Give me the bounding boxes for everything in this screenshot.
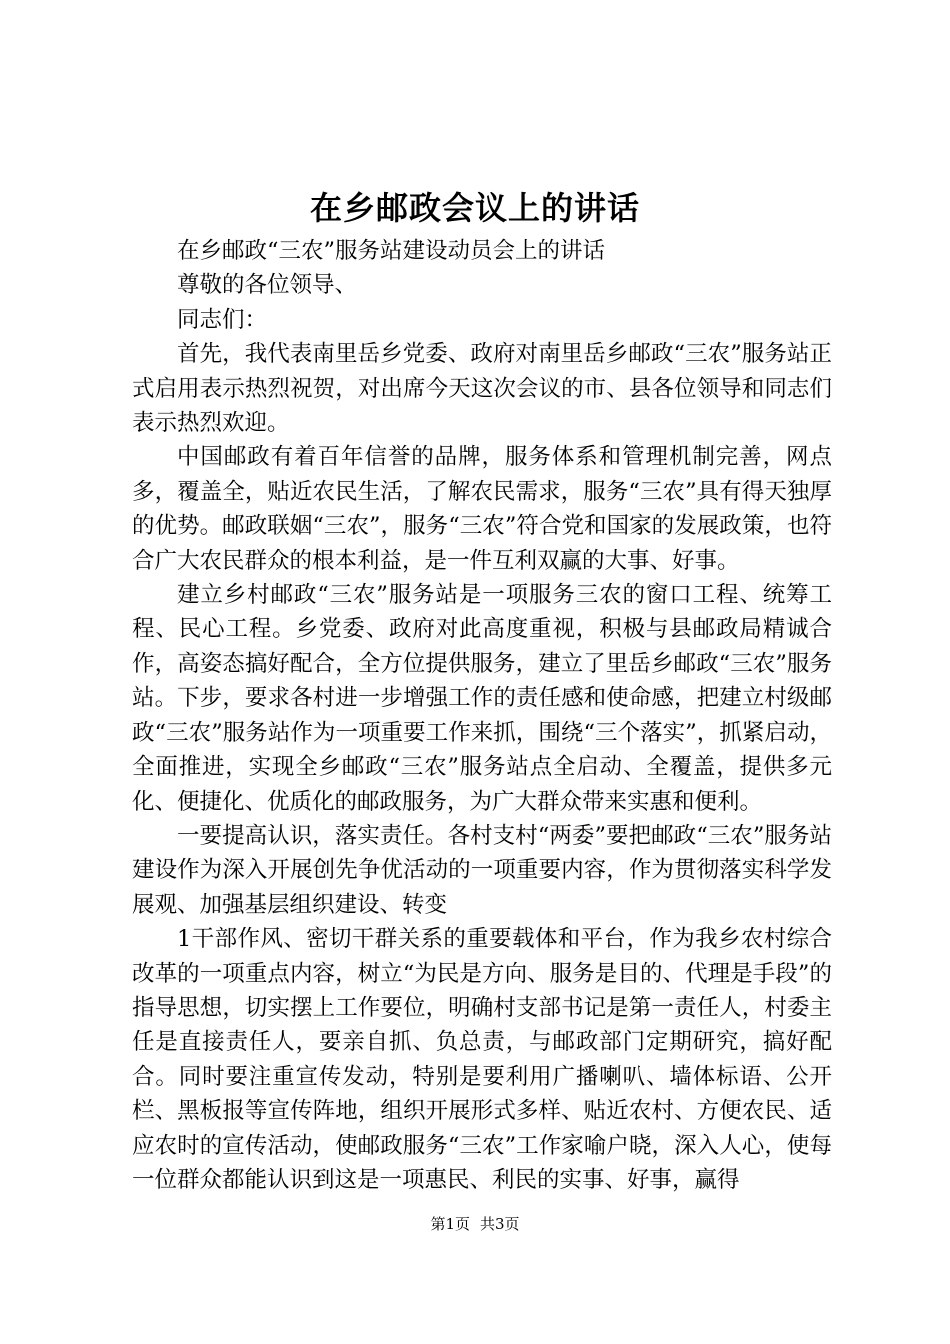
- speech-subtitle: 在乡邮政“三农”服务站建设动员会上的讲话: [177, 238, 606, 264]
- paragraph-first-requirement: 一要提高认识，落实责任。各村支村“两委”要把邮政“三农”服务站建设作为深入开展创先争优活动的一项重要内容，作为贯彻落实科学发展观、加强基层组织建设、转变: [132, 822, 832, 918]
- paragraph-postal-brand: 中国邮政有着百年信誉的品牌，服务体系和管理机制完善，网点多，覆盖全，贴近农民生活，了解农民需求，服务“三农”具有得天独厚的优势。邮政联姻“三农”，服务“三农”符合党和国家的发展政策，也符合广大农民群众的根本利益，是一件互利双赢的大事、好事。: [132, 444, 832, 574]
- paragraph-service-station: 建立乡村邮政“三农”服务站是一项服务三农的窗口工程、统筹工程、民心工程。乡党委、政府对此高度重视，积极与县邮政局精诚合作，高姿态搞好配合，全方位提供服务，建立了里岳乡邮政“三农”服务站。下步，要求各村进一步增强工作的责任感和使命感，把建立村级邮政“三农”服务站作为一项重要工作来抓，围绕“三个落实”，抓紧启动，全面推进，实现全乡邮政“三农”服务站点全启动、全覆盖，提供多元化、便捷化、优质化的邮政服务，为广大群众带来实惠和便利。: [132, 582, 832, 815]
- page-number: 第1页: [430, 1215, 470, 1233]
- page-total: 共3页: [480, 1215, 520, 1233]
- page-title: 在乡邮政会议上的讲话: [309, 189, 640, 227]
- document-body: [132, 234, 832, 1197]
- salutation-line-2: 同志们：: [177, 306, 268, 333]
- page-footer: [0, 1213, 950, 1235]
- paragraph-continuation: 1干部作风、密切干群关系的重要载体和平台，作为我乡农村综合改革的一项重点内容，树立“为民是方向、服务是目的、代理是手段”的指导思想，切实摆上工作要位，明确村支部书记是第一责任人，村委主任是直接责任人，要亲自抓、负总责，与邮政部门定期研究，搞好配合。同时要注重宣传发动，特别是要利用广播喇叭、墙体标语、公开栏、黑板报等宣传阵地，组织开展形式多样、贴近农村、方便农民、适应农时的宣传活动，使邮政服务“三农”工作家喻户晓，深入人心，使每一位群众都能认识到这是一项惠民、利民的实事、好事，赢得: [132, 926, 832, 1193]
- salutation-line-1: 尊敬的各位领导、: [177, 272, 358, 299]
- paragraph-opening: 首先，我代表南里岳乡党委、政府对南里岳乡邮政“三农”服务站正式启用表示热烈祝贺，对出席今天这次会议的市、县各位领导和同志们表示热烈欢迎。: [132, 341, 832, 437]
